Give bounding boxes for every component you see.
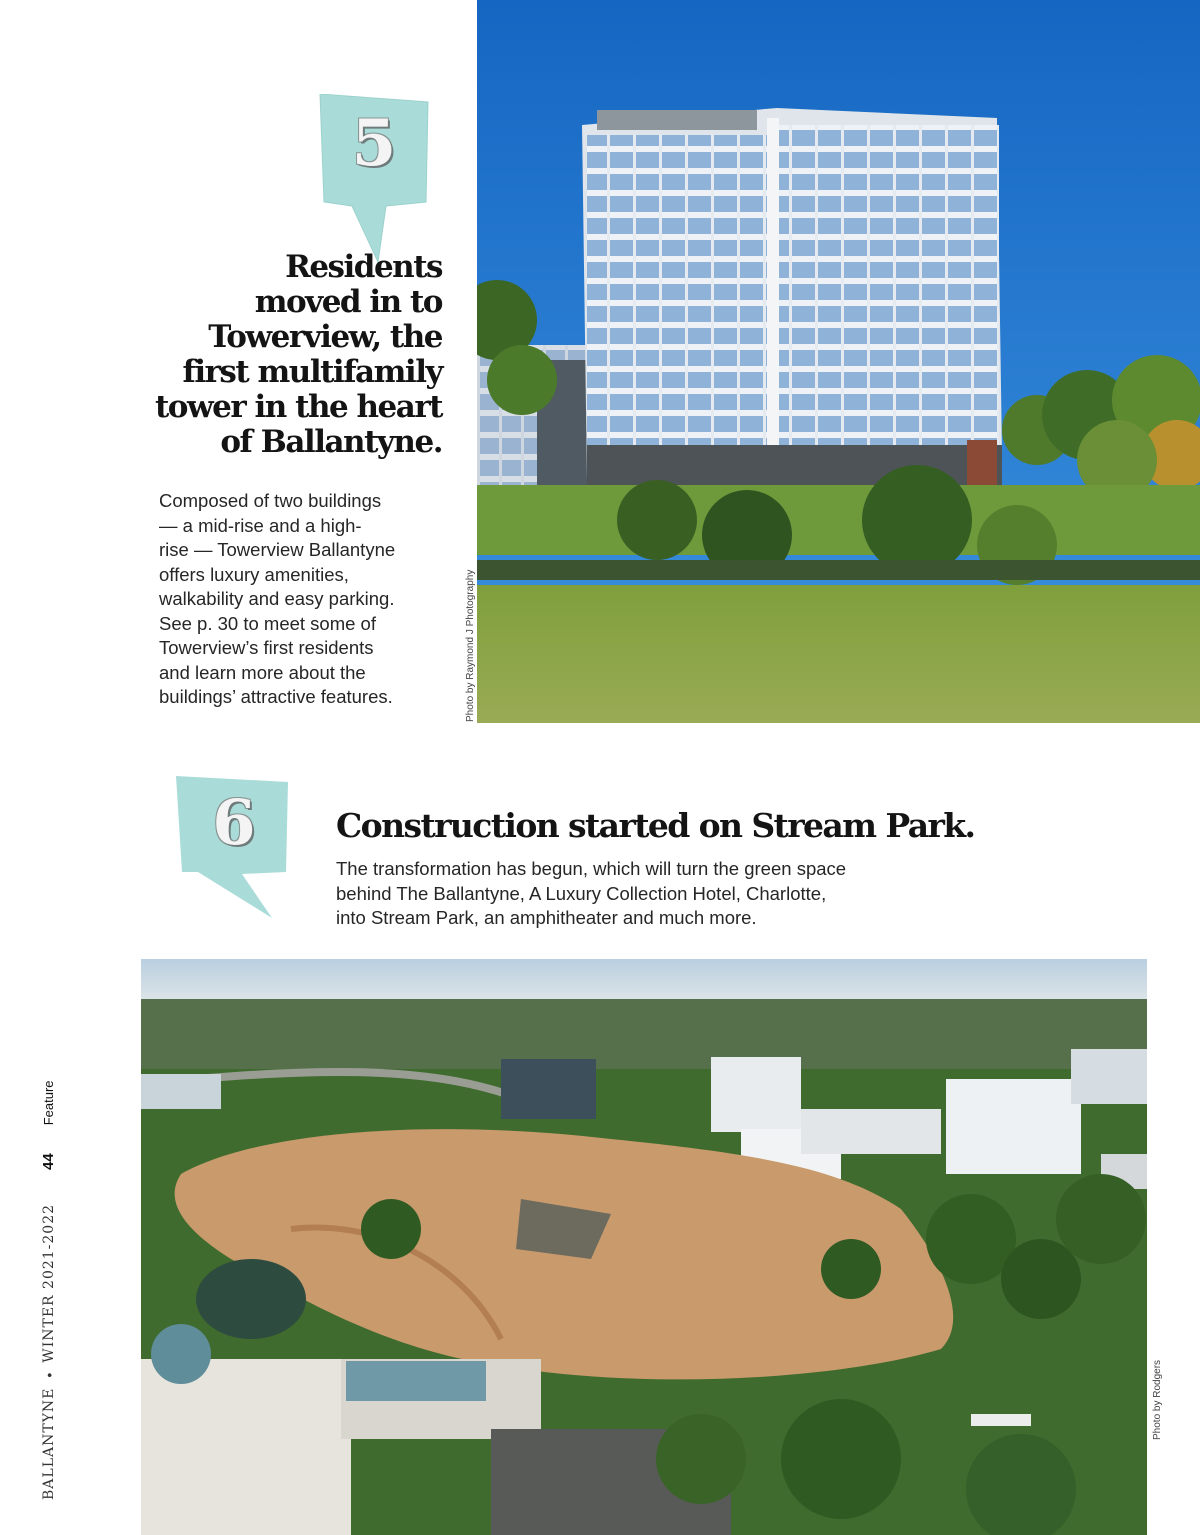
stream-park-aerial-photo	[141, 959, 1147, 1535]
number-badge-6	[176, 776, 292, 920]
publication-name: BALLANTYNE	[40, 1387, 57, 1500]
body-line: walkability and easy parking.	[159, 588, 395, 609]
body-line: buildings’ attractive features.	[159, 686, 393, 707]
body-line: See p. 30 to meet some of	[159, 612, 376, 634]
body-line: and learn more about the	[159, 661, 366, 683]
item5-body	[159, 489, 449, 710]
item-number: 5	[351, 106, 397, 181]
headline-line: first multifamily	[182, 354, 442, 390]
towerview-photo	[477, 0, 1200, 723]
issue-label: WINTER 2021-2022	[40, 1203, 57, 1363]
item-number: 6	[212, 786, 256, 859]
body-line: Composed of two buildings	[159, 490, 382, 511]
body-line: Towerview’s first residents	[159, 637, 374, 658]
number-badge-5	[316, 94, 434, 264]
body-line: — a mid-rise and a high-	[159, 514, 362, 536]
body-line: rise — Towerview Ballantyne	[159, 539, 396, 560]
headline-line: Residents	[285, 249, 442, 285]
separator: •	[40, 1372, 57, 1378]
page-footer	[40, 1080, 57, 1500]
headline-line: of Ballantyne.	[220, 424, 442, 460]
headline-line: Towerview, the	[208, 319, 442, 355]
item6-body	[336, 857, 976, 931]
section-label: Feature	[41, 1080, 56, 1126]
item6-headline: Construction started on Stream Park.	[336, 806, 975, 845]
body-line: into Stream Park, an amphitheater and much more.	[336, 907, 757, 928]
item5-headline	[142, 250, 442, 460]
page-number: 44	[40, 1153, 57, 1170]
body-line: behind The Ballantyne, A Luxury Collection Hotel, Charlotte,	[336, 882, 827, 904]
tower-illustration	[477, 0, 1200, 723]
photo-credit: Photo by Rodgers	[1152, 1359, 1163, 1440]
construction-site-illustration	[141, 959, 1147, 1535]
body-line: The transformation has begun, which will turn the green space	[336, 858, 847, 879]
headline-line: tower in the heart	[154, 389, 442, 425]
body-line: offers luxury amenities,	[159, 563, 349, 585]
photo-credit: Photo by Raymond J Photography	[465, 569, 476, 722]
headline-line: moved in to	[254, 284, 442, 320]
